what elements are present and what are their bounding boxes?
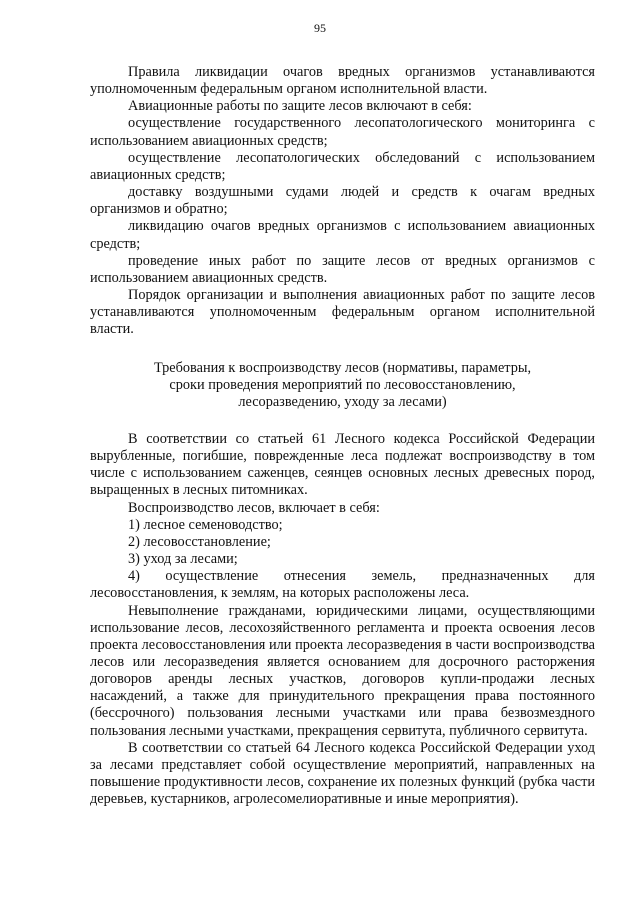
section-heading-line: Требования к воспроизводству лесов (нормативы, параметры, — [153, 359, 532, 376]
paragraph-pest-rules: Правила ликвидации очагов вредных организмов устанавливаются уполномоченным федеральным органом исполнительной власти. — [90, 64, 595, 98]
list-item: 1) лесное семеноводство; — [128, 516, 283, 533]
paragraph-aviation-monitoring: осуществление государственного лесопатологического мониторинга с использованием авиационных средств; — [90, 115, 595, 149]
paragraph-article-64: В соответствии со статьей 64 Лесного кодекса Российской Федерации уход за лесами представляет собой осуществление мероприятий, направленных на повышение продуктивности лесов, сохранение их полезных функций (рубка части деревьев, кустарников, агролесомелиоративные и иные мероприятия). — [90, 739, 595, 808]
list-item: 4) осуществление отнесения земель, предназначенных для лесовосстановления, к землям, на которых расположены леса. — [90, 568, 595, 602]
list-item: 3) уход за лесами; — [128, 551, 238, 568]
paragraph-aviation-other: проведение иных работ по защите лесов от вредных организмов с использованием авиационных средств. — [90, 252, 595, 286]
paragraph-reproduction-includes: Воспроизводство лесов, включает в себя: — [128, 499, 380, 516]
paragraph-aviation-delivery: доставку воздушными судами людей и средств к очагам вредных организмов и обратно; — [90, 184, 595, 218]
section-heading — [90, 360, 595, 411]
list-item: 2) лесовосстановление; — [128, 533, 271, 550]
paragraph-aviation-elimination: ликвидацию очагов вредных организмов с использованием авиационных средств; — [90, 218, 595, 252]
paragraph-aviation-surveys: осуществление лесопатологических обследований с использованием авиационных средств; — [90, 149, 595, 183]
paragraph-aviation-intro: Авиационные работы по защите лесов включают в себя: — [128, 98, 472, 115]
paragraph-article-61: В соответствии со статьей 61 Лесного кодекса Российской Федерации вырубленные, погибшие, поврежденные леса подлежат воспроизводству в том числе с использованием саженцев, сеянцев основных лесных древесных пород, выращенных в лесных питомниках. — [90, 430, 595, 499]
section-heading-line: сроки проведения мероприятий по лесовосстановлению, — [169, 376, 516, 393]
paragraph-non-compliance: Невыполнение гражданами, юридическими лицами, осуществляющими использование лесов, лесохозяйственного регламента и проекта освоения лесов проекта лесовосстановления или проекта лесоразведения в части воспроизводства лесов или лесоразведения является основанием для досрочного расторжения договоров аренды лесных участков, договоров купли-продажи лесных насаждений, а также для принудительного прекращения права постоянного (бессрочного) пользования лесными участками или права безвозмездного пользования лесными участками, прекращения сервитута, публичного сервитута. — [90, 602, 595, 739]
section-heading-line: лесоразведению, уходу за лесами) — [238, 393, 447, 410]
document-body — [90, 64, 595, 808]
paragraph-aviation-procedure: Порядок организации и выполнения авиационных работ по защите лесов устанавливаются уполномоченным федеральным органом исполнительной власти. — [90, 287, 595, 338]
page-number: 95 — [314, 21, 326, 35]
